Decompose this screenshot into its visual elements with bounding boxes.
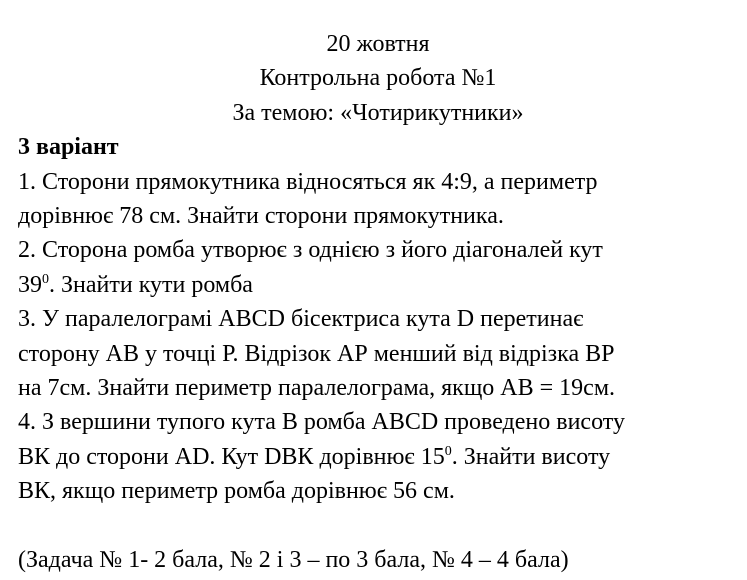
task-2-question: . Знайти кути ромба: [49, 271, 253, 298]
task-2-line-1: 2. Сторона ромба утворює з однією з його діагоналей кут: [18, 237, 603, 264]
task-4-line-3: ВК, якщо периметр ромба дорівнює 56 см.: [18, 478, 455, 505]
test-title: Контрольна робота №1: [259, 65, 497, 92]
task-2-line-2: [18, 268, 738, 302]
task-4-question: . Знайти висоту: [451, 443, 611, 470]
task-3-line-3: на 7см. Знайти периметр паралелограма, якщо АВ = 19см.: [18, 375, 616, 402]
task-4-line-1: 4. З вершини тупого кута В ромба АВСD проведено висоту: [18, 409, 625, 436]
scoring-note: (Задача № 1- 2 бала, № 2 і 3 – по 3 бала, № 4 – 4 бала): [18, 546, 569, 573]
task-2-degree-mark: 0: [42, 271, 49, 287]
task-4-line-2: [18, 440, 738, 474]
task-1-line-1: 1. Сторони прямокутника відносяться як 4:9, а периметр: [18, 168, 598, 195]
task-4-angle-text: ВК до сторони АD. Кут DВК дорівнює 15: [18, 443, 445, 470]
task-3-line-2: сторону АВ у точці Р. Відрізок АР менший від відрізка ВР: [18, 340, 615, 367]
task-2-angle-value: 39: [18, 271, 42, 298]
worksheet: [18, 27, 738, 577]
blank-line: [18, 509, 738, 543]
date: 20 жовтня: [326, 31, 430, 57]
task-1-line-2: дорівнює 78 см. Знайти сторони прямокутника.: [18, 203, 504, 230]
task-3-line-1: 3. У паралелограмі АВСD бісектриса кута D перетинає: [18, 306, 584, 333]
test-topic: За темою: «Чотирикутники»: [232, 99, 524, 126]
variant-heading: 3 варіант: [18, 134, 119, 161]
task-4-degree-mark: 0: [444, 443, 452, 459]
